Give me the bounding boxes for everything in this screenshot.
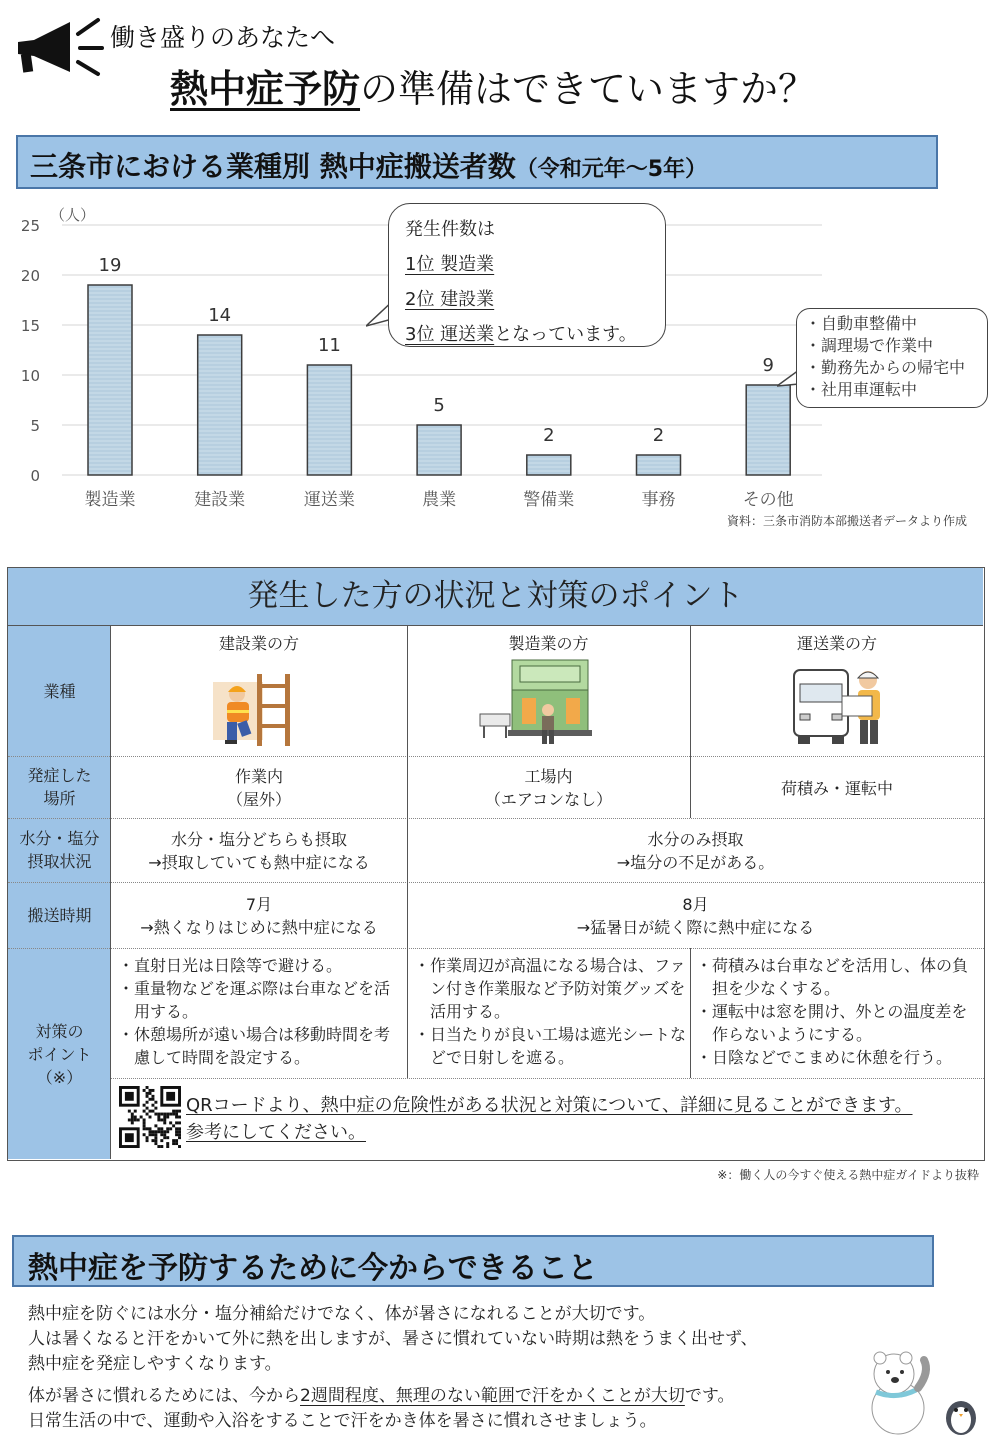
section1-banner [16,135,938,189]
y-tick-label: 0 [30,467,40,485]
points-title: 発生した方の状況と対策のポイント [8,568,983,626]
bar-value-label: 11 [317,335,341,356]
row-divider [8,948,984,949]
rank-2: 2位 建設業 [405,289,495,310]
other-item: ・調理場で作業中 [805,336,934,355]
bar-value-label: 9 [762,355,774,376]
section2-banner: 熱中症を予防するために今からできること [12,1235,934,1287]
other-breakdown-bubble [796,308,988,408]
megaphone-icon [12,16,104,80]
category-label: 運送業 [303,490,355,510]
header-title [170,58,816,113]
bar-value-label: 2 [652,425,665,446]
polar-bear-illustration [858,1350,938,1435]
qr-description: QRコードより、熱中症の危険性がある状況と対策について、詳細に見ることができます。 参考にしてください。 [186,1095,913,1143]
rank-1: 1位 製造業 [405,254,495,275]
prevention-paragraph-1: 熱中症を防ぐには水分・塩分補給だけでなく、体が暑さになれることが大切です。 人は暑くなると汗をかいて外に熱を出しますが、暑さに慣れていない時期は熱をうまく出せず、 熱中症を発症しやすくなります。 [28,1304,758,1374]
category-label: 製造業 [84,490,136,510]
time-others: 8月 →猛暑日が続く際に熱中症になる [576,895,815,937]
row-divider [8,756,984,757]
rank-3-suffix: となっています。 [494,324,637,345]
category-label: 農業 [422,490,457,510]
col-header-construction: 建設業の方 [218,633,299,653]
points-table [7,567,985,1161]
measure-item: ・日当たりが良い工場は遮光シートなどで日射しを遮る。 [414,1025,687,1067]
y-tick-label: 10 [20,367,40,385]
bar-value-label: 19 [98,255,122,276]
table-footnote: ※：働く人の今すぐ使える熱中症ガイドより抜粋 [717,1168,979,1182]
bar [527,455,571,475]
measure-item: ・日陰などでこまめに休憩を行う。 [696,1048,953,1067]
row-divider [8,882,984,883]
bar-value-label: 14 [208,305,232,326]
rank-3: 3位 運送業 [405,324,495,345]
measures-manufacturing [414,954,686,1069]
measures-transport [696,954,980,1069]
intake-others: 水分のみ摂取 →塩分の不足がある。 [616,830,775,872]
bar-value-label: 2 [543,425,555,446]
prevention-paragraph-2: 体が暑さに慣れるためには、今から2週間程度、無理のない範囲で汗をかくことが大切です。 日常生活の中で、運動や入浴をすることで汗をかき体を暑さに慣れさせましょう。 [28,1386,735,1431]
place-transport: 荷積み・運転中 [780,778,893,798]
rank-bubble [388,203,666,347]
category-label: 事務 [641,490,676,510]
y-tick-label: 5 [30,417,40,435]
other-item: ・社用車運転中 [805,380,918,399]
other-item: ・自動車整備中 [805,314,918,333]
category-label: 警備業 [523,490,575,510]
row-label-intake: 水分・塩分 摂取状況 [19,829,100,871]
row-label-time: 搬送時期 [27,905,92,925]
section1-title: 三条市における業種別 熱中症搬送者数 [30,150,516,183]
category-label: その他 [742,490,794,510]
category-label: 建設業 [194,490,246,510]
measure-item: ・荷積みは台車などを活用し、体の負担を少なくする。 [696,956,969,998]
other-item: ・勤務先からの帰宅中 [805,358,966,377]
truck-driver-illustration [790,666,890,750]
factory-worker-illustration [478,658,598,750]
intake-construction: 水分・塩分どちらも摂取 →摂取していても熱中症になる [148,830,370,872]
bar [198,335,242,475]
y-tick-label: 25 [20,217,40,235]
header-subtitle: 働き盛りのあなたへ [110,23,336,52]
header-title-rest: の準備はできていますか？ [360,67,817,111]
col-header-manufacturing: 製造業の方 [508,633,589,653]
y-tick-label: 20 [20,267,40,285]
chart-source-note: 資料：三条市消防本部搬送者データより作成 [726,514,967,528]
rank-intro: 発生件数は [405,219,495,240]
y-tick-label: 15 [20,317,40,335]
measure-item: ・運転中は窓を開け、外との温度差を作らないようにする。 [696,1002,968,1044]
place-construction: 作業内 （屋外） [226,767,291,809]
penguin-illustration [940,1392,982,1436]
row-label-measures: 対策の ポイント （※） [27,1021,92,1087]
col-header-transport: 運送業の方 [796,633,877,653]
y-unit-label: （人） [50,206,96,224]
qr-code-icon[interactable] [119,1086,181,1148]
col-divider [690,948,691,1078]
time-construction: 7月 →熱くなりはじめに熱中症になる [140,895,378,937]
header-title-strong: 熱中症予防 [170,67,361,111]
measure-item: ・休憩場所が遠い場合は移動時間を考慮して時間を設定する。 [118,1025,391,1067]
row-divider [111,1078,984,1079]
row-divider [8,818,984,819]
measures-construction [118,954,402,1069]
section1-period: （令和元年～5年） [515,157,708,182]
measure-item: ・重量物などを運ぶ際は台車などを活用する。 [118,979,391,1021]
bar [637,455,681,475]
row-label-place: 発症した 場所 [27,766,92,808]
bar-value-label: 5 [433,395,445,416]
place-manufacturing: 工場内 （エアコンなし） [484,767,613,809]
col-divider [407,948,408,1078]
measure-item: ・直射日光は日陰等で避ける。 [118,956,343,975]
construction-worker-illustration [213,668,295,750]
measure-item: ・作業周辺が高温になる場合は、ファン付き作業服など予防対策グッズを活用する。 [414,956,686,1021]
row-label-industry: 業種 [43,681,76,701]
